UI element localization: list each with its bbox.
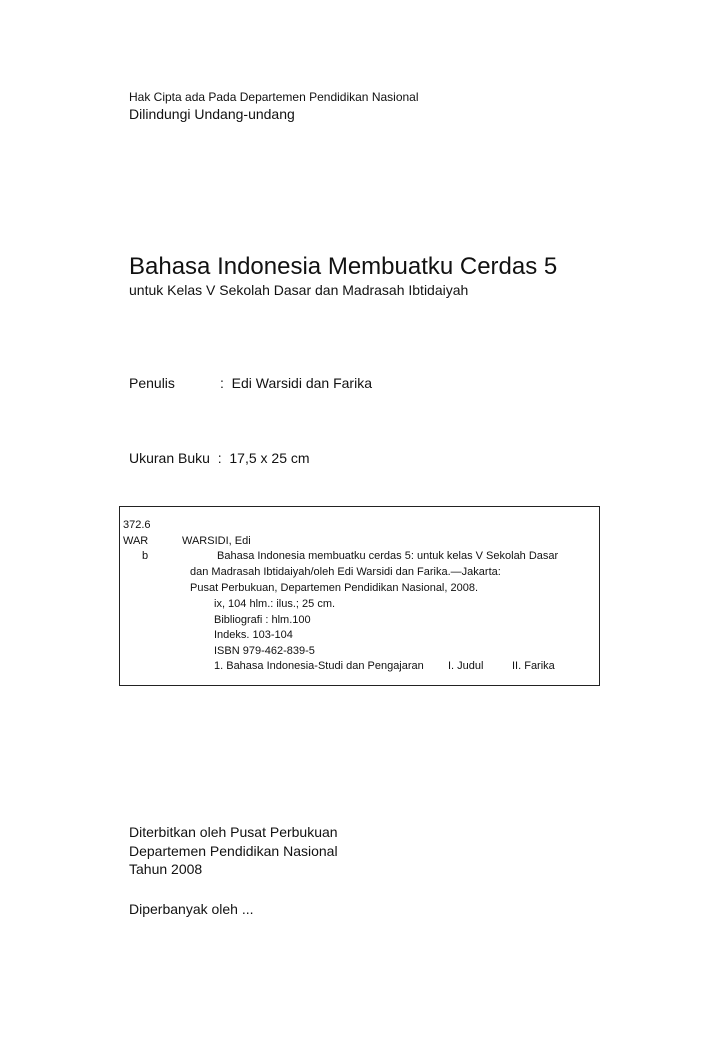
book-size-separator: : (217, 450, 222, 466)
catalog-entry-line2: dan Madrasah Ibtidaiyah/oleh Edi Warsidi dan Farika.—Jakarta: (190, 566, 501, 578)
protection-notice: Dilindungi Undang-undang (129, 106, 295, 122)
catalog-author: WARSIDI, Edi (182, 535, 251, 547)
copyright-notice: Hak Cipta ada Pada Departemen Pendidikan Nasional (129, 90, 419, 104)
book-size-label: Ukuran Buku (129, 450, 210, 466)
class-number: 372.6 (123, 519, 151, 531)
catalog-subject: 1. Bahasa Indonesia-Studi dan Pengajaran (214, 660, 424, 672)
author-label: Penulis (129, 375, 175, 391)
catalog-physical: ix, 104 hlm.: ilus.; 25 cm. (214, 598, 336, 610)
title-code: b (142, 550, 149, 562)
reprint-notice: Diperbanyak oleh ... (129, 901, 254, 917)
catalog-added-entry-1: I. Judul (448, 660, 484, 672)
author-value: Edi Warsidi dan Farika (231, 375, 372, 391)
book-size-row (129, 450, 310, 466)
author-separator: : (220, 375, 224, 391)
author-code: WAR (123, 535, 149, 547)
catalog-entry-line3: Pusat Perbukuan, Departemen Pendidikan Nasional, 2008. (190, 582, 479, 594)
catalog-isbn: ISBN 979-462-839-5 (214, 645, 315, 657)
author-row (129, 375, 372, 391)
catalog-entry-line1: Bahasa Indonesia membuatku cerdas 5: untuk kelas V Sekolah Dasar (217, 550, 559, 562)
book-title: Bahasa Indonesia Membuatku Cerdas 5 (129, 253, 558, 280)
publisher-line2: Departemen Pendidikan Nasional (129, 843, 338, 859)
publisher-year: Tahun 2008 (129, 861, 203, 877)
catalog-bibliography: Bibliografi : hlm.100 (214, 614, 311, 626)
publisher-line1: Diterbitkan oleh Pusat Perbukuan (129, 824, 338, 840)
catalog-card (119, 506, 600, 686)
catalog-added-entry-2: II. Farika (512, 660, 555, 672)
book-size-value: 17,5 x 25 cm (229, 450, 310, 466)
book-subtitle: untuk Kelas V Sekolah Dasar dan Madrasah Ibtidaiyah (129, 282, 469, 298)
catalog-index: Indeks. 103-104 (214, 629, 293, 641)
